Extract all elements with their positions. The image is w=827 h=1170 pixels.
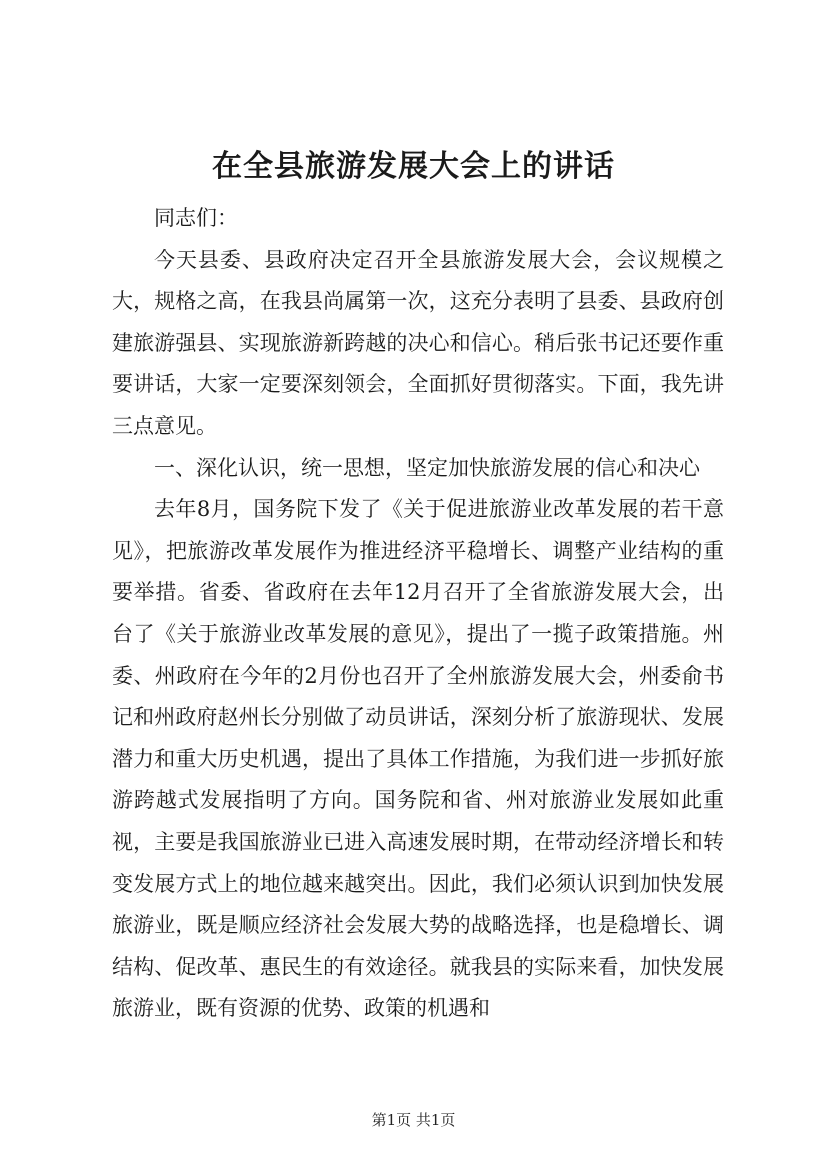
salutation-paragraph: 同志们： <box>154 206 238 230</box>
page-number-footer: 第1页 共1页 <box>371 1111 456 1129</box>
body-paragraph: 去年8月，国务院下发了《关于促进旅游业改革发展的若干意见》，把旅游改革发展作为推进经济平稳增长、调整产业结构的重要举措。省委、省政府在去年12月召开了全省旅游发展大会，出台了《关于旅游业改革发展的意见》，提出了一揽子政策措施。州委、州政府在今年的2月份也召开了全州旅游发展大会，州委俞书记和州政府赵州长分别做了动员讲话，深刻分析了旅游现状、发展潜力和重大历史机遇，提出了具体工作措施，为我们进一步抓好旅游跨越式发展指明了方向。国务院和省、州对旅游业发展如此重视，主要是我国旅游业已进入高速发展时期，在带动经济增长和转变发展方式上的地位越来越突出。因此，我们必须认识到加快发展旅游业，既是顺应经济社会发展大势的战略选择，也是稳增长、调结构、促改革、惠民生的有效途径。就我县的实际来看，加快发展旅游业，既有资源的优势、政策的机遇和 <box>112 497 724 1021</box>
section-heading: 一、深化认识，统一思想，坚定加快旅游发展的信心和决心 <box>154 455 700 480</box>
document-body <box>112 198 724 1030</box>
intro-paragraph: 今天县委、县政府决定召开全县旅游发展大会，会议规模之大，规格之高，在我县尚属第一次，这充分表明了县委、县政府创建旅游强县、实现旅游新跨越的决心和信心。稍后张书记还要作重要讲话，大家一定要深刻领会，全面抓好贯彻落实。下面，我先讲三点意见。 <box>112 247 724 438</box>
document-title: 在全县旅游发展大会上的讲话 <box>212 149 615 184</box>
